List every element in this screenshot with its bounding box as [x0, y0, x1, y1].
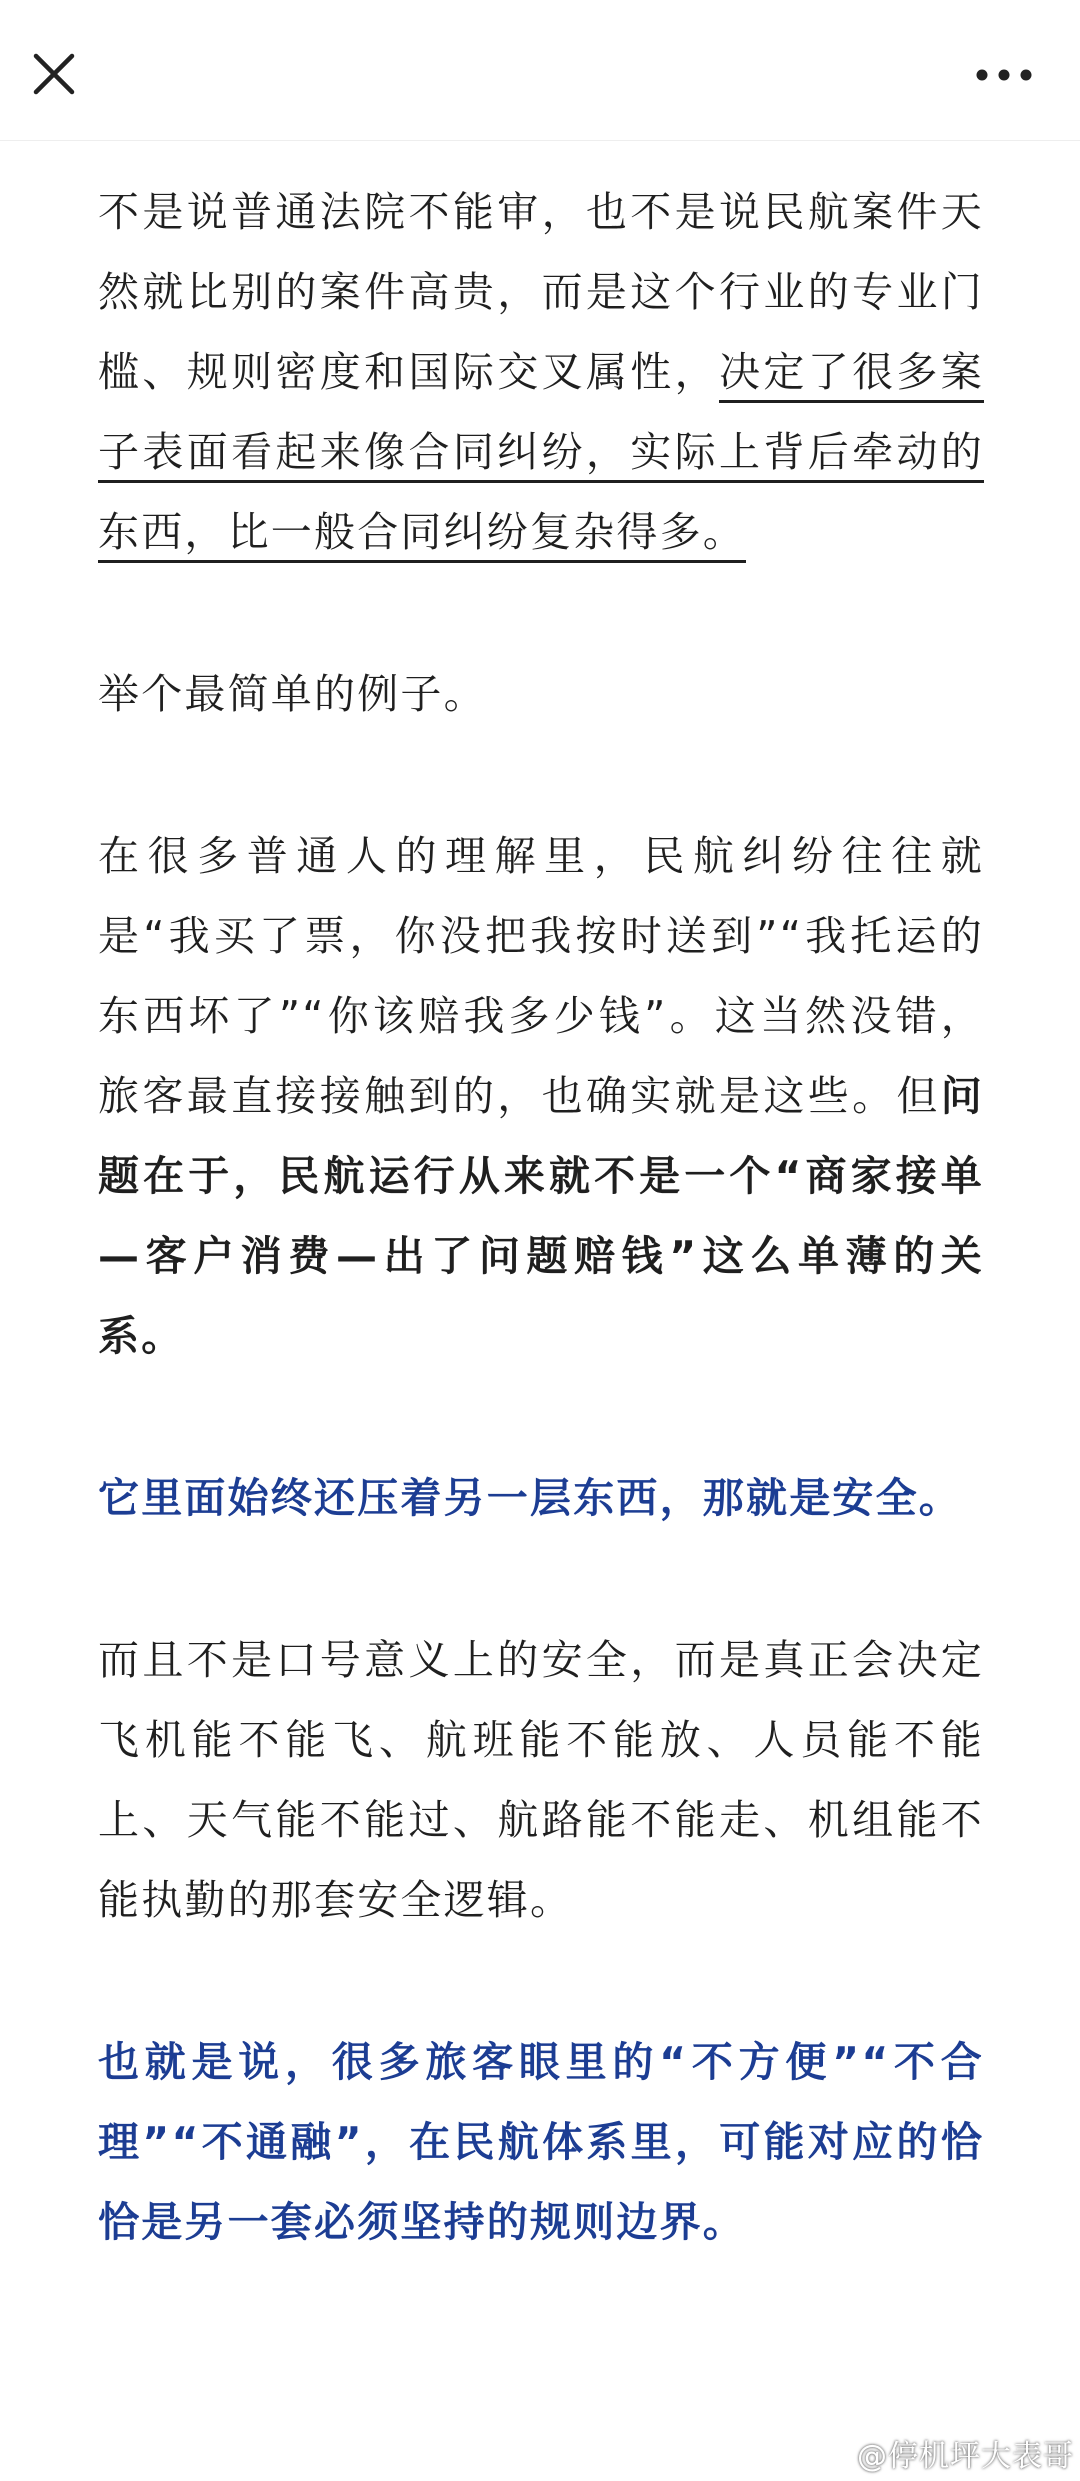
author-watermark: [811, 2429, 1074, 2477]
paragraph-4-highlight: 它里面始终还压着另一层东西，那就是安全。: [98, 1474, 962, 1522]
paragraph-6-highlight: 也就是说，很多旅客眼里的“不方便”“不合理”“不通融”，在民航体系里，可能对应的恰恰是另一套必须坚持的规则边界。: [98, 2038, 984, 2246]
top-nav-bar: [0, 0, 1080, 141]
watermark-text: @停机坪大表哥: [857, 2439, 1074, 2474]
paragraph-3-bold-text: 问题在于，民航运行从来就不是一个“商家接单—客户消费—出了问题赔钱”这么单薄的关系。: [98, 1072, 984, 1360]
article-body: [98, 172, 984, 2342]
more-horizontal-icon: [968, 42, 1040, 106]
paragraph-3-text: 在很多普通人的理解里，民航纠纷往往就是“我买了票，你没把我按时送到”“我托运的东西坏了”“你该赔我多少钱”。这当然没错，旅客最直接接触到的，也确实就是这些。但: [98, 832, 984, 1120]
paragraph-2: 举个最简单的例子。: [98, 670, 487, 718]
paragraph-1-text: 不是说普通法院不能审，也不是说民航案件天然就比别的案件高贵，而是这个行业的专业门槛、规则密度和国际交叉属性，: [98, 188, 984, 396]
more-options-button[interactable]: [968, 42, 1040, 106]
paragraph-1: [98, 172, 984, 572]
paragraph-5: 而且不是口号意义上的安全，而是真正会决定飞机能不能飞、航班能不能放、人员能不能上、天气能不能过、航路能不能走、机组能不能执勤的那套安全逻辑。: [98, 1636, 984, 1924]
close-icon: [22, 42, 86, 106]
paragraph-1-underlined-text: 决定了很多案子表面看起来像合同纠纷，实际上背后牵动的东西，比一般合同纠纷复杂得多。: [98, 348, 984, 556]
paragraph-3: [98, 816, 984, 1376]
weibo-icon: [811, 2436, 851, 2470]
close-button[interactable]: [22, 42, 86, 106]
